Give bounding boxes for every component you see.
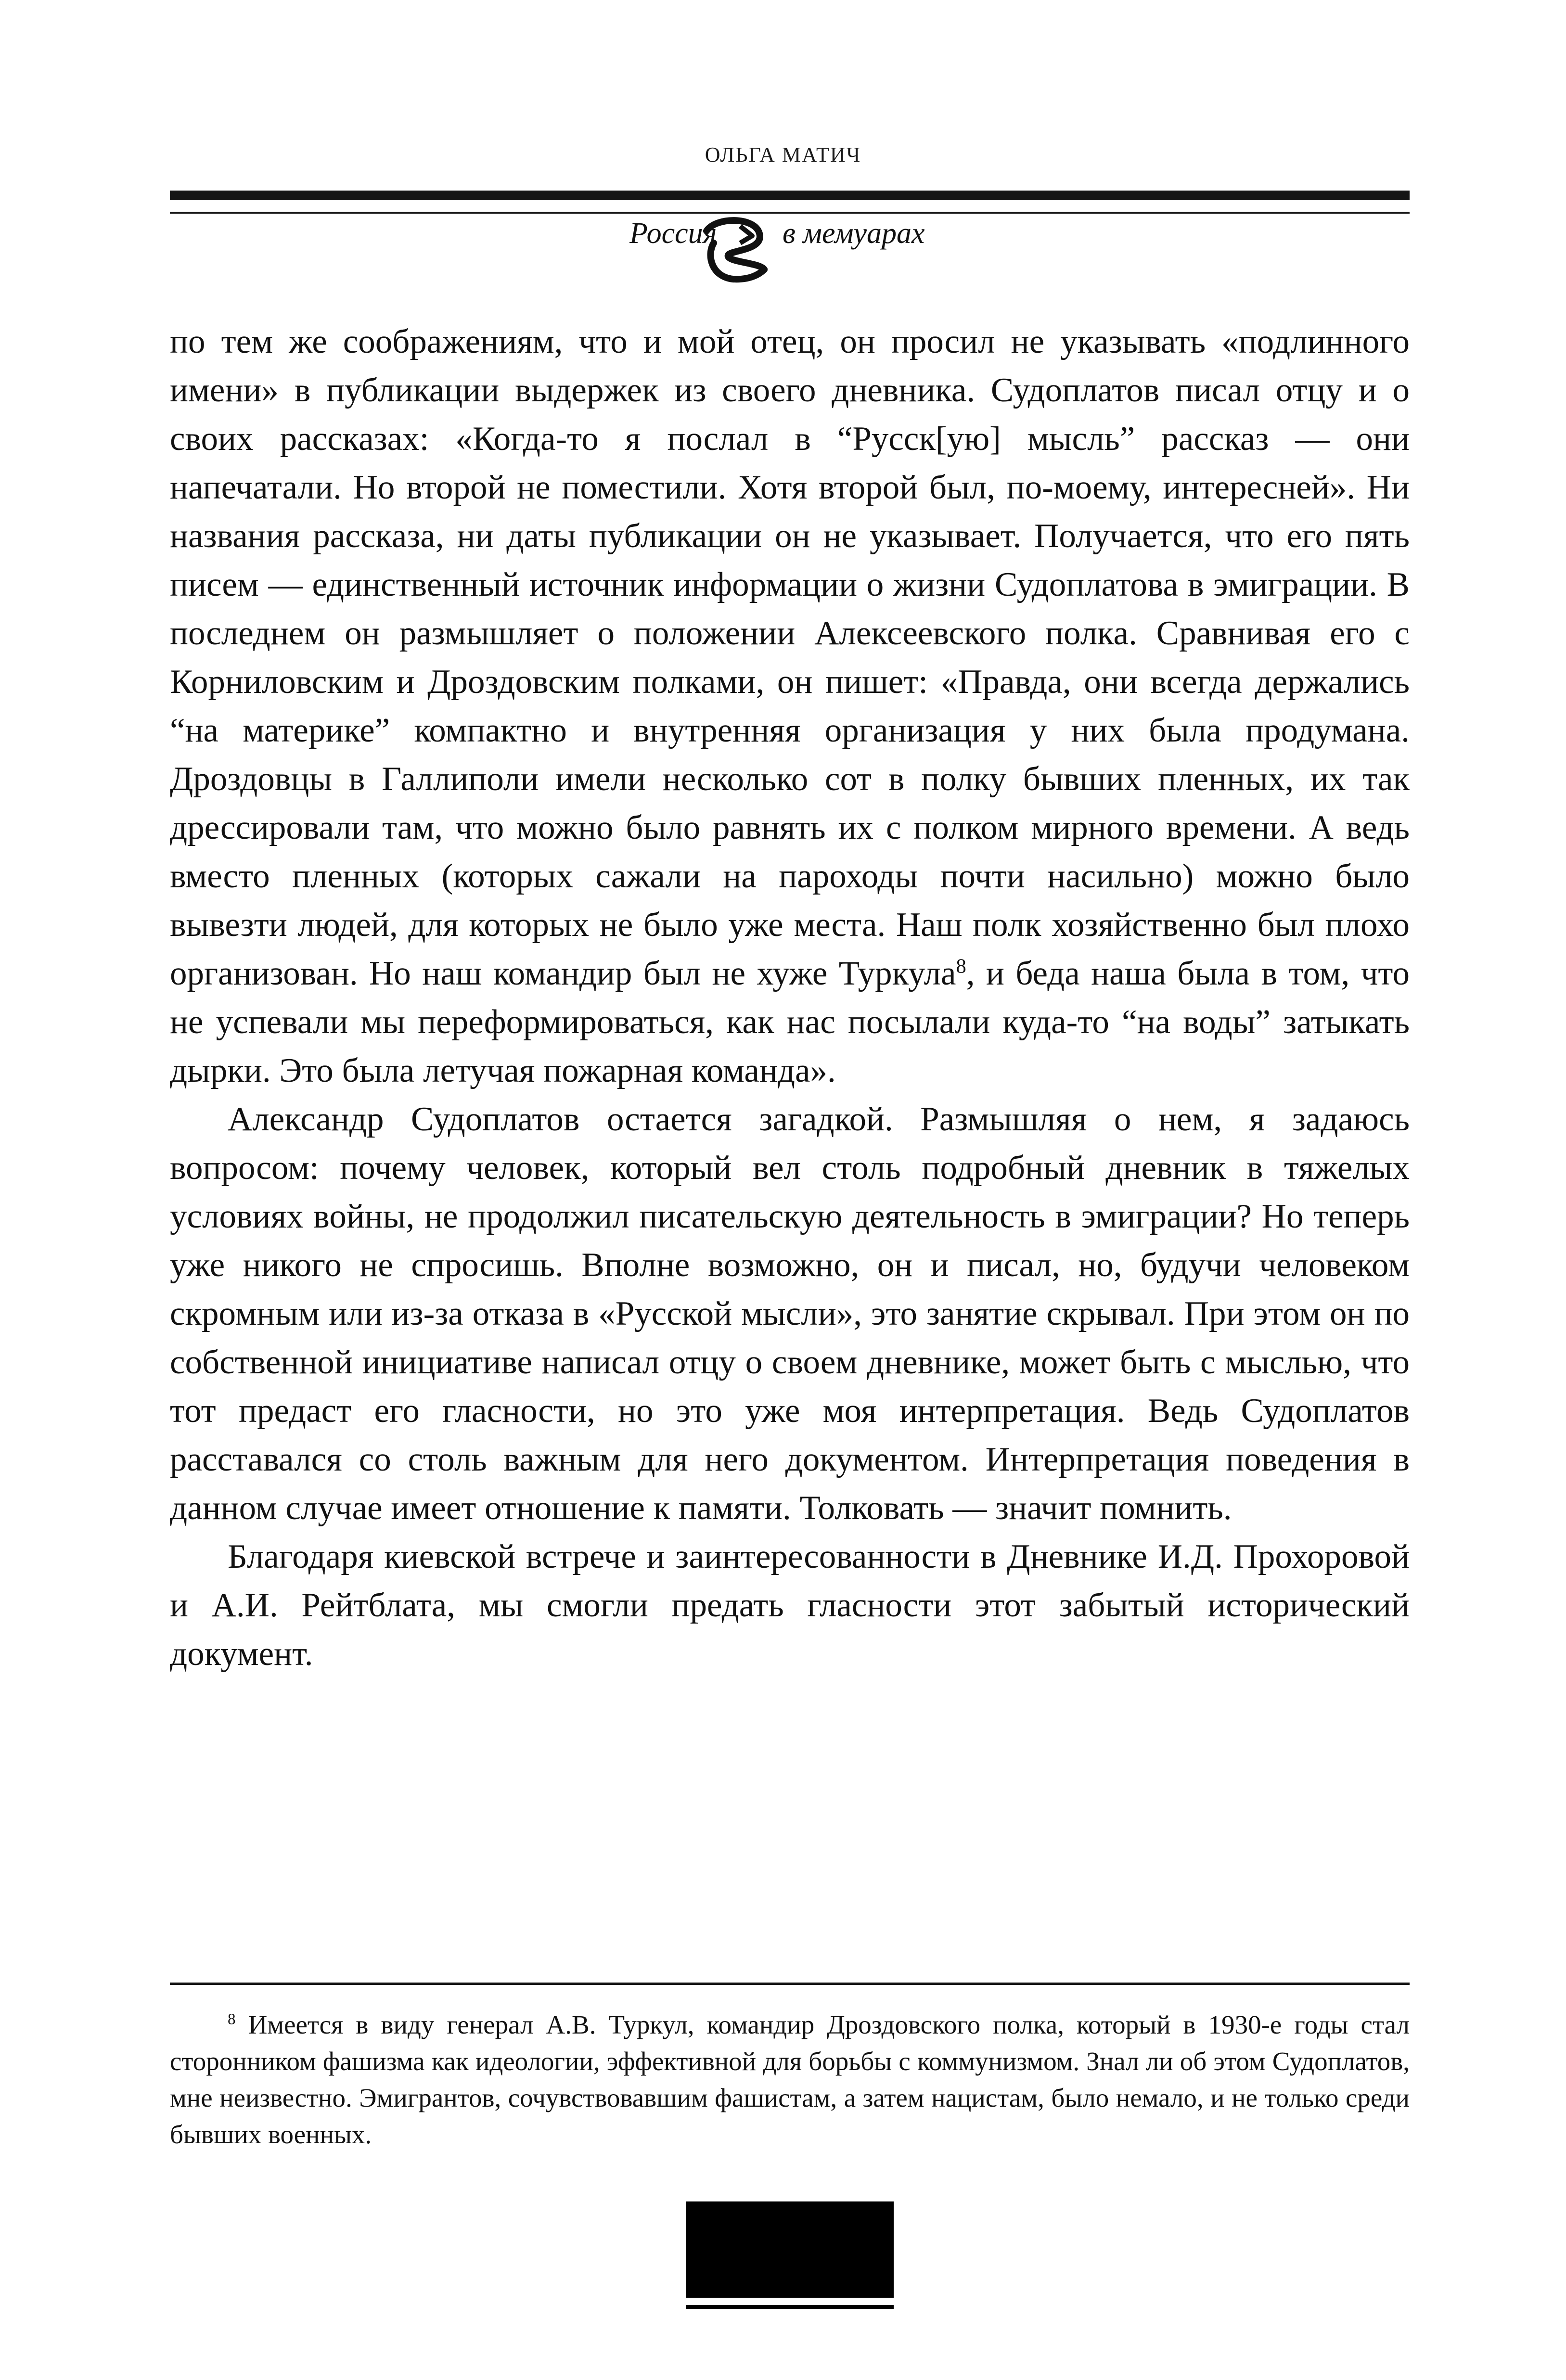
footnote-text: Имеется в виду генерал А.В. Туркул, командир Дроздовского полка, который в 1930-е годы стал сторонником фашизма как идеологии, эффективной для борьбы с коммунизмом. Знал ли об этом Судоплатов, мне неизвестно. Эмигрантов, сочувствовавшим фашистам, а затем нацистам, было немало, и не только среди бывших военных.: [170, 2010, 1410, 2149]
paragraph-1: [170, 318, 1410, 1095]
series-title-right: в мемуарах: [779, 217, 929, 251]
footnote-rule: [170, 1983, 1410, 1985]
series-title-left: Россия: [626, 217, 721, 251]
page-number-block: [686, 2201, 894, 2298]
running-head-author: ОЛЬГА МАТИЧ: [705, 143, 861, 166]
footnote-reference[interactable]: 8: [956, 955, 966, 978]
paragraph-1-text: по тем же соображениям, что и мой отец, он просил не указывать «подлинного имени» в публикации выдержек из своего дневника. Судоплатов писал отцу и о своих рассказах: «Когда-то я послал в “Русск[ую] мысль” рассказ — они напечатали. Но второй не поместили. Хотя второй был, по-моему, интересней». Ни названия рассказа, ни даты публикации он не указывает. Получается, что его пять писем — единственный источник информации о жизни Судоплатова в эмиграции. В последнем он размышляет о положении Алексеевского полка. Сравнивая его с Корниловским и Дроздовским полками, он пишет: «Правда, они всегда держались “на материке” компактно и внутренняя организация у них была продумана. Дроздовцы в Галлиполи имели несколько сот в полку бывших пленных, их так дрессировали там, что можно было равнять их с полком мирного времени. А ведь вместо пленных (которых сажали на пароходы почти насильно) можно было вывезти людей, для которых не было уже места. Наш полк хозяйственно был плохо организован. Но наш командир был не хуже Туркула: [170, 323, 1410, 992]
paragraph-3: Благодаря киевской встрече и заинтересованности в Дневнике И.Д. Прохоровой и А.И. Рейтблата, мы смогли предать гласности этот забытый исторический документ.: [170, 1538, 1410, 1673]
main-text: [170, 318, 1410, 1678]
footnote-8: [170, 2007, 1410, 2153]
series-monogram-icon: [687, 197, 783, 294]
paragraph-2: Александр Судоплатов остается загадкой. Размышляя о нем, я задаюсь вопросом: почему человек, который вел столь подробный дневник в тяжелых условиях войны, не продолжил писательскую деятельность в эмиграции? Но теперь уже никого не спросишь. Вполне возможно, он и писал, но, будучи человеком скромным или из-за отказа в «Русской мысли», это занятие скрывал. При этом он по собственной инициативе написал отцу о своем дневнике, может быть с мыслью, что тот предаст его гласности, но это уже моя интерпретация. Ведь Судоплатов расставался со столь важным для него документом. Интерпретация поведения в данном случае имеет отношение к памяти. Толковать — значит помнить.: [170, 1100, 1410, 1527]
paragraph-1-continuation: , и беда наша была в том, что не успевали мы переформироваться, как нас посылали куда-то “на воды” затыкать дырки. Это была летучая пожарная команда».: [170, 955, 1410, 1089]
footnote: [170, 2007, 1410, 2153]
footnote-marker: 8: [228, 2010, 236, 2028]
page-number-rule: [686, 2305, 894, 2309]
header-rule-thin: [170, 212, 1410, 214]
header-rule-thick: [170, 191, 1410, 200]
